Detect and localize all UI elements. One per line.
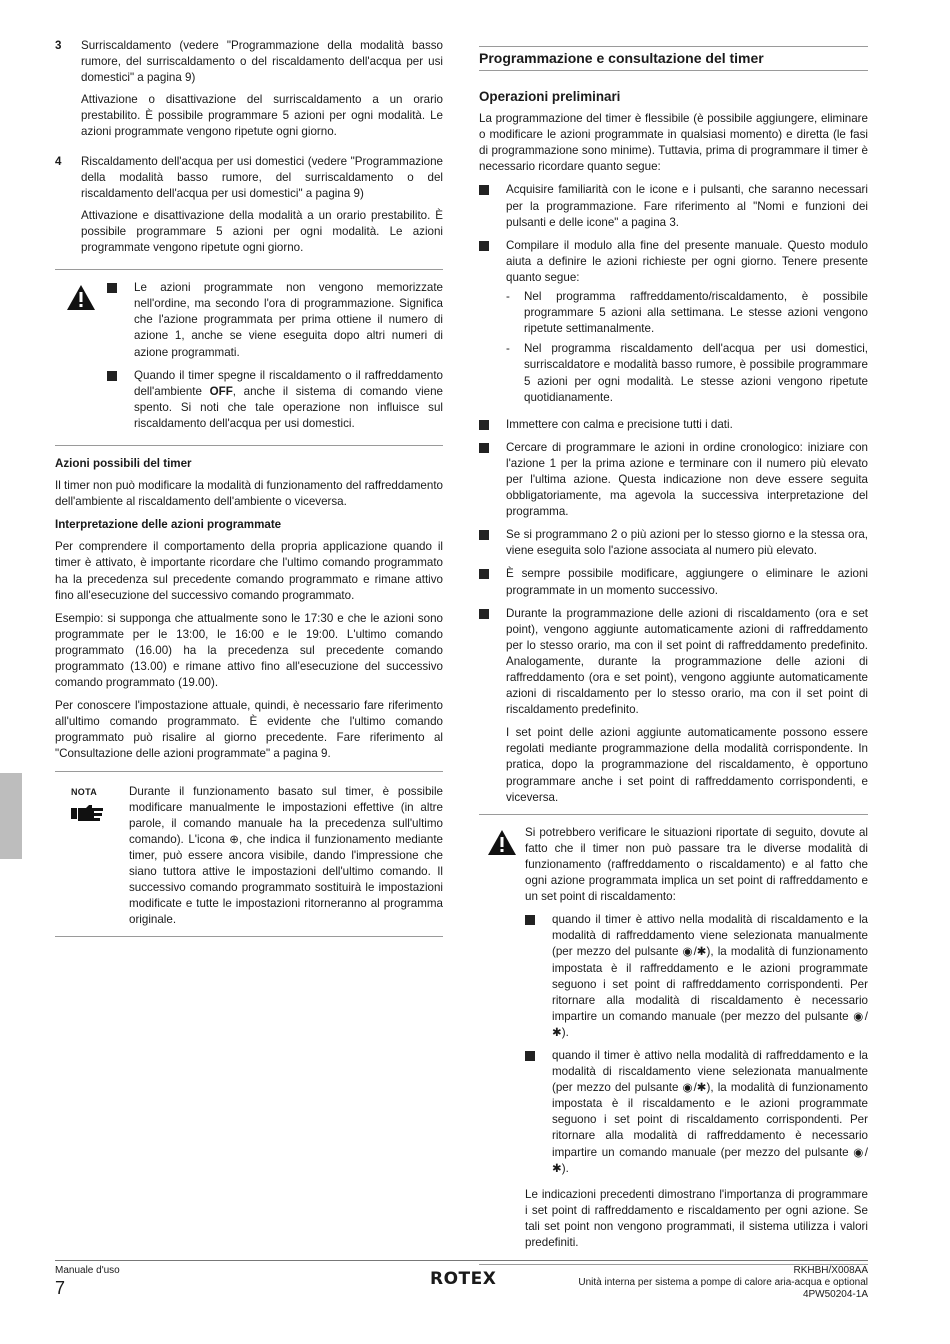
warning-box — [55, 269, 443, 446]
dash-item: - Nel programma riscaldamento dell'acqua per usi domestici, surriscaldatore e modalità basso rumore, è possibile programmare 5 azioni per ogni modalità. Le stesse azioni vengono ripetute quotidianamente. — [506, 342, 868, 404]
nota-text: Durante il funzionamento basato sul timer, è possibile modificare manualmente le impostazioni effettive (in altre parole, il comando manuale ha la precedenza sull'ultimo comando). L'icona ⊕, che indica il funzionamento mediante timer, può essere ancora visibile, dando l'impressione che siano tuttora attive le impostazioni dell'ultimo comando. Il successivo comando programmato sostituirà le impostazioni modificate e tutte le impostazioni ritorneranno al programma originale. — [129, 784, 443, 927]
list-item: È sempre possibile modificare, aggiungere o eliminare le azioni programmate in un momento successivo. — [479, 566, 868, 598]
warning-bullet: quando il timer è attivo nella modalità di riscaldamento e la modalità di raffreddamento viene selezionata manualmente (per mezzo del pulsante ◉/✱), la modalità di funzionamento impostata è il raffreddamento e le azioni programmate seguono i set point di raffreddamento corrispondenti. Per ritornare alla modalità di riscaldamento è necessario impartire un comando manuale (per mezzo del pulsante ◉/✱). — [525, 912, 868, 1041]
warning-bullet: Le azioni programmate non vengono memorizzate nell'ordine, ma secondo l'ora di programmazione. Significa che l'azione programmata per prima ottiene il numero di azione 1, anche se viene eseguita dopo altri numeri di azione programmati. — [107, 280, 443, 360]
interp-paragraph: Esempio: si supponga che attualmente sono le 17:30 e che le azioni sono programmate per le 13:00, le 16:00 e le 19:00. L'ultimo comando programmato (16.00) ha la precedenza sul precedente comando programmato (13.00) e rimane attivo fino all'esecuzione del successivo comando programmato (19.00). — [55, 611, 443, 690]
footer-manual-label: Manuale d'uso — [55, 1265, 120, 1276]
interp-paragraph: Per conoscere l'impostazione attuale, quindi, è necessario fare riferimento all'ultimo comando programmato. È evidente che l'ultimo comando programmato può risalire al giorno precedente. Fare riferimento al "Consultazione delle azioni programmate" a pagina 9. — [55, 699, 443, 761]
footer-model: RKHBH/X008AA — [793, 1265, 868, 1276]
azioni-title: Azioni possibili del timer — [55, 456, 192, 470]
item-paragraph: Attivazione o disattivazione del surriscaldamento a un orario prestabilito. È possibile programmare 5 azioni per ogni modalità. Le azioni programmate vengono ripetute ogni giorno. — [81, 93, 443, 139]
footer-right — [578, 1265, 868, 1301]
list-item: Durante la programmazione delle azioni di riscaldamento (ora e set point), vengono aggiunte automaticamente azioni di raffreddamento per lo stesso orario, ma con il set point di raffreddamento predefinito. Analogamente, durante la programmazione delle azioni di raffreddamento (ora e set point), vengono aggiunte automaticamente azioni di riscaldamento per lo stesso orario, ma con il set point di riscaldamento predefinito. I set point delle azioni aggiunte automaticamente possono essere regolati mediante programmazione della modalità corrispondente. In pratica, dopo la programmazione del riscaldamento, è opportuno programmare anche i set point di raffreddamento corrispondenti, e viceversa. — [479, 606, 868, 806]
warning-intro: Si potrebbero verificare le situazioni riportate di seguito, dovute al fatto che il timer non può passare tra le diverse modalità di funzionamento (raffreddamento o riscaldamento) e al fatto che ogni azione programmata implica un set point di raffreddamento e un set point di riscaldamento: — [525, 825, 868, 904]
section-title: Programmazione e consultazione del timer — [479, 46, 868, 71]
dash-item: - Nel programma raffreddamento/riscaldamento, è possibile programmare 5 azioni alla settimana. Le stesse azioni vengono ripetute settimanalmente. — [506, 290, 868, 336]
item-paragraph: Surriscaldamento (vedere "Programmazione della modalità basso rumore, del surriscaldamento o del riscaldamento dell'acqua per usi domestici" a pagina 9) — [81, 39, 443, 85]
item-number: 3 — [55, 39, 62, 52]
list-item: Acquisire familiarità con le icone e i pulsanti, che saranno necessari per la programmazione. Fare riferimento al "Nomi e funzioni dei pulsanti e delle icone" a pagina 3. — [479, 182, 868, 230]
warning-icon — [487, 829, 517, 856]
left-column — [55, 38, 443, 937]
interp-title: Interpretazione delle azioni programmate — [55, 518, 282, 532]
item-number: 4 — [55, 154, 62, 168]
list-item: Cercare di programmare le azioni in ordine cronologico: iniziare con l'azione 1 per la prima azione e terminare con il numero più elevato per l'ultima azione. Questa indicazione non deve essere seguita obbligatoriamente, ma agevola la successiva interpretazione del programma. — [479, 440, 868, 520]
warning-box — [479, 814, 868, 1265]
item-paragraph: Attivazione e disattivazione della modalità a un orario prestabilito. È possibile programmare 5 azioni per ogni modalità. Le azioni programmate vengono ripetute ogni giorno. — [81, 208, 443, 255]
nota-label: NOTA — [71, 786, 98, 797]
azioni-text: Il timer non può modificare la modalità di funzionamento del raffreddamento dell'ambiente al riscaldamento dell'ambiente o viceversa. — [55, 479, 443, 509]
numbered-item-3 — [55, 38, 443, 147]
list-item: Immettere con calma e precisione tutti i dati. — [479, 417, 868, 433]
list-item: Compilare il modulo alla fine del presente manuale. Questo modulo aiuta a definire le azioni richieste per ogni giorno. Tenere presente quanto segue: - Nel programma raffreddamento/riscaldamento, è possibile programmare 5 azioni alla settimana. Le stesse azioni vengono ripetute settimanalmente. - Nel programma riscaldamento dell'acqua per usi domestici, surriscaldatore e modalità basso rumore, è possibile programmare 5 azioni per ogni modalità. Le stesse azioni vengono ripetute quotidianamente. — [479, 238, 868, 410]
nota-box — [55, 771, 443, 938]
intro-paragraph: La programmazione del timer è flessibile (è possibile aggiungere, eliminare o modificare le azioni programmate in qualsiasi momento) e diretta (le fasi di programmazione sono minime). Tuttavia, prima di programmare il timer è necessario ricordare quanto segue: — [479, 112, 868, 174]
interp-paragraph: Per comprendere il comportamento della propria applicazione quando il timer è attivato, è importante ricordare che l'ultimo comando programmato ha la precedenza sul precedente comando programmato e rimane attivo fino all'esecuzione del successivo comando programmato. — [55, 540, 443, 602]
warning-bullet: Quando il timer spegne il riscaldamento o il raffreddamento dell'ambiente OFF, anche il sistema di comando viene spento. Si noti che tale operazione non influisce sul riscaldamento dell'acqua per usi domestici. — [107, 368, 443, 432]
numbered-item-4 — [55, 154, 443, 263]
warning-bullet: quando il timer è attivo nella modalità di raffreddamento e la modalità di riscaldamento viene selezionata manualmente (per mezzo del pulsante ◉/✱), la modalità di funzionamento impostata è il riscaldamento e le azioni programmate seguono i set point di riscaldamento corrispondenti. Per ritornare alla modalità di raffreddamento è necessario impartire un comando manuale (per mezzo del pulsante ◉/✱). — [525, 1048, 868, 1177]
rotex-logo: ROTEX — [430, 1269, 497, 1289]
list-item: Se si programmano 2 o più azioni per lo stesso giorno e la stessa ora, viene eseguita solo l'azione associata al numero più elevato. — [479, 527, 868, 559]
side-tab-marker — [0, 773, 22, 859]
item-paragraph: Riscaldamento dell'acqua per usi domestici (vedere "Programmazione della modalità basso rumore, del surriscaldamento o del riscaldamento dell'acqua per usi domestici" a pagina 9) — [81, 154, 443, 200]
sub-heading: Operazioni preliminari — [479, 89, 621, 104]
warning-icon — [66, 284, 96, 311]
footer-description: Unità interna per sistema a pompe di calore aria-acqua e optional — [578, 1277, 868, 1288]
nota-hand-icon — [71, 804, 105, 822]
warning-outro: Le indicazioni precedenti dimostrano l'importanza di programmare i set point di raffreddamento e riscaldamento per ogni azione. Se tali set point non vengono programmati, il sistema utilizza i valori predefiniti. — [525, 1187, 868, 1249]
footer-code: 4PW50204-1A — [802, 1289, 868, 1300]
footer-left — [55, 1265, 120, 1298]
footer-divider — [55, 1260, 868, 1261]
right-column — [479, 38, 868, 1275]
page-number: 7 — [55, 1278, 66, 1298]
